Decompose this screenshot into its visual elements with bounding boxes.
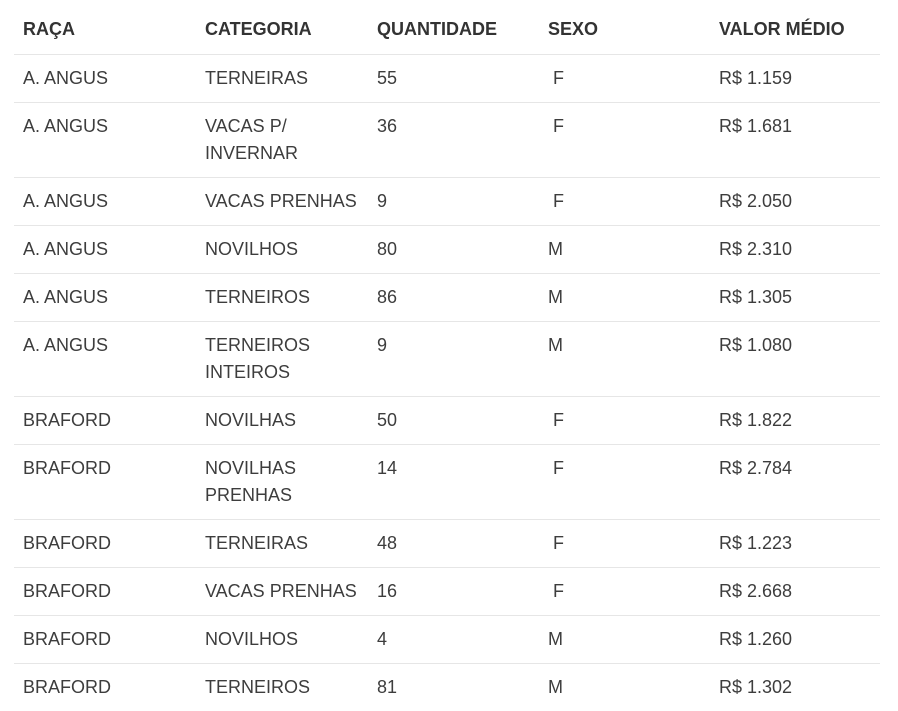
cell-valor-medio: R$ 1.223: [710, 520, 880, 568]
cell-categoria: NOVILHAS: [196, 397, 368, 445]
cell-sexo: F: [539, 178, 710, 226]
cell-quantidade: 48: [368, 520, 539, 568]
cell-categoria: NOVILHAS PRENHAS: [196, 445, 368, 520]
cell-valor-medio: R$ 2.668: [710, 568, 880, 616]
cell-raca: BRAFORD: [14, 664, 196, 711]
cell-quantidade: 81: [368, 664, 539, 711]
cell-categoria: NOVILHOS: [196, 226, 368, 274]
table-row: [14, 520, 880, 568]
cell-valor-medio: R$ 2.784: [710, 445, 880, 520]
table-row: [14, 55, 880, 103]
cell-quantidade: 9: [368, 322, 539, 397]
cell-quantidade: 16: [368, 568, 539, 616]
header-valor-medio: VALOR MÉDIO: [710, 6, 880, 55]
cell-valor-medio: R$ 1.159: [710, 55, 880, 103]
cell-categoria: TERNEIROS: [196, 664, 368, 711]
table-row: [14, 616, 880, 664]
cell-raca: A. ANGUS: [14, 226, 196, 274]
table-row: [14, 226, 880, 274]
cell-valor-medio: R$ 1.681: [710, 103, 880, 178]
table-row: [14, 664, 880, 711]
cell-raca: A. ANGUS: [14, 103, 196, 178]
cell-sexo: F: [539, 568, 710, 616]
cell-quantidade: 36: [368, 103, 539, 178]
cattle-price-table: [14, 6, 880, 711]
cell-raca: BRAFORD: [14, 616, 196, 664]
cell-sexo: F: [539, 103, 710, 178]
cell-sexo: F: [539, 55, 710, 103]
cell-raca: BRAFORD: [14, 445, 196, 520]
cell-categoria: TERNEIRAS: [196, 520, 368, 568]
header-raca: RAÇA: [14, 6, 196, 55]
header-quantidade: QUANTIDADE: [368, 6, 539, 55]
cell-categoria: TERNEIROS INTEIROS: [196, 322, 368, 397]
cell-categoria: TERNEIROS: [196, 274, 368, 322]
cell-sexo: M: [539, 226, 710, 274]
cell-sexo: F: [539, 520, 710, 568]
cell-sexo: F: [539, 445, 710, 520]
table-row: [14, 445, 880, 520]
cell-raca: BRAFORD: [14, 520, 196, 568]
cell-quantidade: 55: [368, 55, 539, 103]
cell-quantidade: 80: [368, 226, 539, 274]
cell-quantidade: 50: [368, 397, 539, 445]
cell-valor-medio: R$ 1.822: [710, 397, 880, 445]
header-sexo: SEXO: [539, 6, 710, 55]
table-row: [14, 274, 880, 322]
cell-categoria: TERNEIRAS: [196, 55, 368, 103]
cell-raca: BRAFORD: [14, 397, 196, 445]
cell-raca: A. ANGUS: [14, 178, 196, 226]
table-row: [14, 103, 880, 178]
header-categoria: CATEGORIA: [196, 6, 368, 55]
cell-valor-medio: R$ 1.080: [710, 322, 880, 397]
cell-raca: A. ANGUS: [14, 322, 196, 397]
cell-raca: A. ANGUS: [14, 55, 196, 103]
cell-sexo: M: [539, 664, 710, 711]
cell-categoria: NOVILHOS: [196, 616, 368, 664]
cell-valor-medio: R$ 1.260: [710, 616, 880, 664]
cell-raca: A. ANGUS: [14, 274, 196, 322]
cell-sexo: F: [539, 397, 710, 445]
table-row: [14, 322, 880, 397]
cell-categoria: VACAS P/ INVERNAR: [196, 103, 368, 178]
cell-valor-medio: R$ 2.050: [710, 178, 880, 226]
table-row: [14, 568, 880, 616]
cell-quantidade: 86: [368, 274, 539, 322]
cell-sexo: M: [539, 274, 710, 322]
table-row: [14, 397, 880, 445]
cell-categoria: VACAS PRENHAS: [196, 568, 368, 616]
cell-quantidade: 14: [368, 445, 539, 520]
cell-sexo: M: [539, 616, 710, 664]
table-body: [14, 55, 880, 711]
cell-quantidade: 4: [368, 616, 539, 664]
cell-valor-medio: R$ 1.305: [710, 274, 880, 322]
cell-valor-medio: R$ 1.302: [710, 664, 880, 711]
header-row: [14, 6, 880, 55]
cell-sexo: M: [539, 322, 710, 397]
cell-raca: BRAFORD: [14, 568, 196, 616]
cell-valor-medio: R$ 2.310: [710, 226, 880, 274]
cell-categoria: VACAS PRENHAS: [196, 178, 368, 226]
table-row: [14, 178, 880, 226]
cell-quantidade: 9: [368, 178, 539, 226]
